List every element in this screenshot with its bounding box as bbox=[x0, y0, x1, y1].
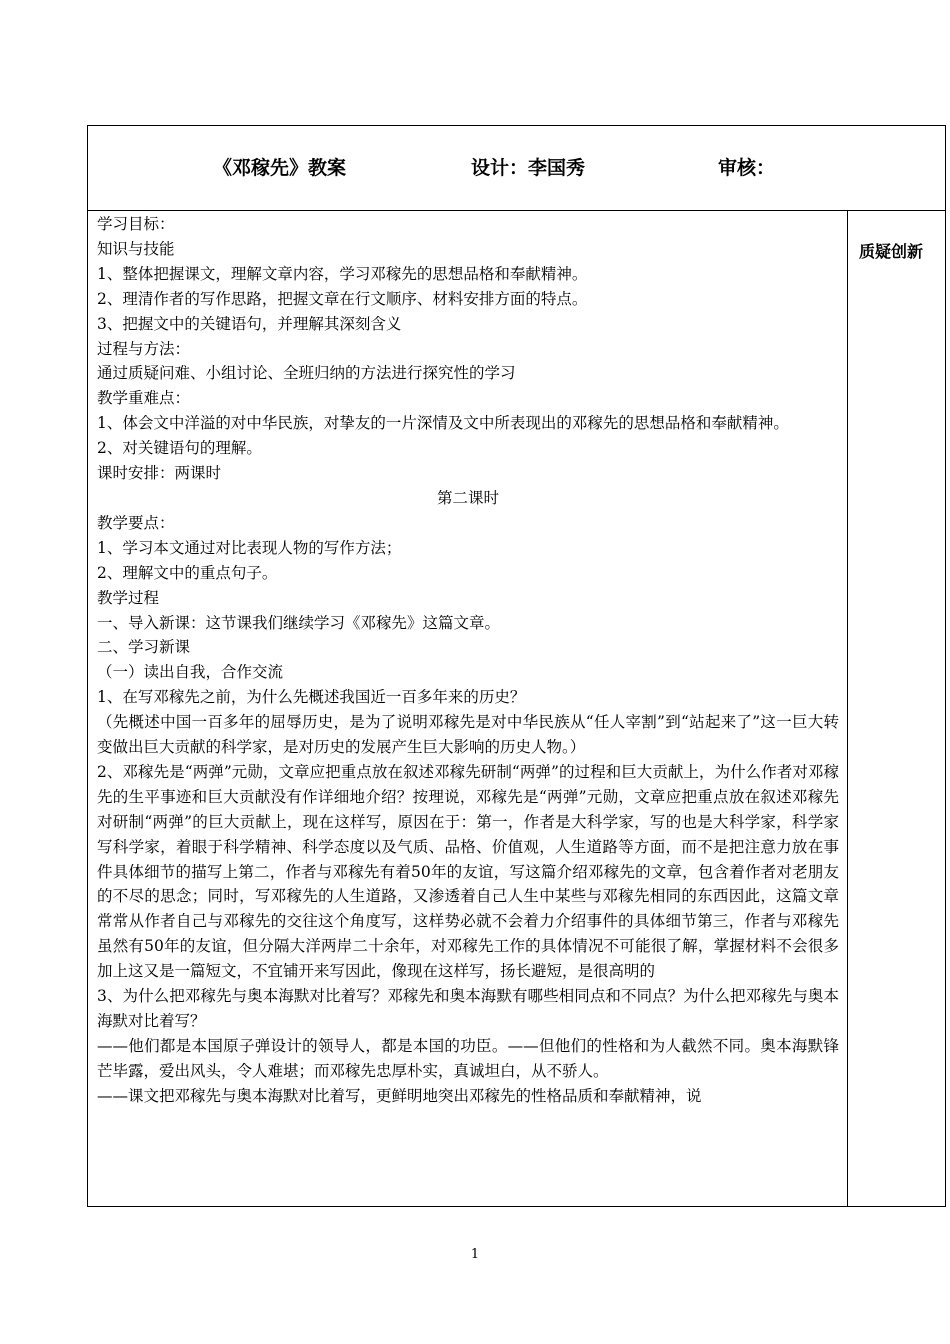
title-row bbox=[88, 126, 945, 211]
lesson-plan-table bbox=[87, 125, 946, 1207]
goal-item-3: 3、把握文中的关键语句，并理解其深刻含义 bbox=[97, 314, 402, 333]
heading-key-difficulties: 教学重难点： bbox=[97, 389, 191, 408]
sub-step-read: （一）读出自我，合作交流 bbox=[97, 663, 284, 682]
question-2-and-answer: 2、邓稼先是“两弹”元勋，文章应把重点放在叙述邓稼先研制“两弹”的过程和巨大贡献上，为什么作者对邓稼先的生平事迹和巨大贡献没有作详细地介绍？按理说，邓稼先是“两弹”元勋，文章应把重点放在叙述邓稼先对研制“两弹”的巨大贡献上，现在这样写，原因在于：第一，作者是大科学家，写的也是大科学家，科学家写科学家，着眼于科学精神、科学态度以及气质、品格、价值观，人生道路等方面，而不是把注意力放在事件具体细节的描写上第二，作者与邓稼先有着50年的友谊，写这篇介绍邓稼先的文章，包含着作者对老朋友的不尽的思念；同时，写邓稼先的人生道路，又渗透着自己人生中某些与邓稼先相同的东西因此，这篇文章常常从作者自己与邓稼先的交往这个角度写，这样势必就不会着力介绍事件的具体细节第三，作者与邓稼先虽然有50年的友谊，但分隔大洋两岸二十余年，对邓稼先工作的具体情况不可能很了解，掌握材料不会很多加上这又是一篇短文，不宜铺开来写因此，像现在这样写，扬长避短，是很高明的 bbox=[97, 762, 839, 981]
teaching-point-2: 2、理解文中的重点句子。 bbox=[97, 563, 278, 582]
document-title: 《邓稼先》教案 bbox=[213, 157, 347, 179]
goal-item-2: 2、理清作者的写作思路，把握文章在行文顺序、材料安排方面的特点。 bbox=[97, 289, 588, 308]
answer-3-part-2: ——课文把邓稼先与奥本海默对比着写，更鲜明地突出邓稼先的性格品质和奉献精神，说 bbox=[97, 1086, 702, 1105]
lesson-content bbox=[97, 212, 839, 1109]
step-new-lesson: 二、学习新课 bbox=[97, 638, 191, 657]
section-title-second-lesson: 第二课时 bbox=[436, 488, 499, 507]
answer-3-part-1: ——他们都是本国原子弹设计的领导人，都是本国的功臣。——但他们的性格和为人截然不同。奥本海默锋芒毕露，爱出风头，令人难堪；而邓稼先忠厚朴实，真诚坦白，从不骄人。 bbox=[97, 1036, 839, 1080]
subheading-knowledge-skills: 知识与技能 bbox=[97, 239, 175, 258]
reviewer-label: 审核： bbox=[718, 157, 776, 179]
heading-learning-goals: 学习目标： bbox=[97, 215, 175, 233]
schedule-text: 课时安排：两课时 bbox=[97, 464, 222, 483]
difficulty-item-1: 1、体会文中洋溢的对中华民族，对挚友的一片深情及文中所表现出的邓稼先的思想品格和奉献精神。 bbox=[97, 414, 789, 433]
difficulty-item-2: 2、对关键语句的理解。 bbox=[97, 439, 262, 458]
designer-label: 设计：李国秀 bbox=[471, 157, 586, 179]
goal-item-1: 1、整体把握课文，理解文章内容，学习邓稼先的思想品格和奉献精神。 bbox=[97, 264, 588, 283]
answer-1: （先概述中国一百多年的屈辱历史，是为了说明邓稼先是对中华民族从“任人宰割”到“站起来了”这一巨大转变做出巨大贡献的科学家，是对历史的发展产生巨大影响的历史人物。） bbox=[97, 713, 839, 757]
question-1: 1、在写邓稼先之前，为什么先概述我国近一百多年来的历史？ bbox=[97, 688, 526, 707]
page-number: 1 bbox=[470, 1247, 480, 1262]
side-column-label: 质疑创新 bbox=[859, 242, 924, 261]
heading-teaching-points: 教学要点： bbox=[97, 513, 175, 532]
main-content-cell bbox=[88, 211, 848, 1206]
side-column-cell bbox=[848, 211, 945, 1206]
subheading-process-methods: 过程与方法： bbox=[97, 339, 191, 358]
step-introduction: 一、导入新课：这节课我们继续学习《邓稼先》这篇文章。 bbox=[97, 613, 501, 632]
process-method-text: 通过质疑问难、小组讨论、全班归纳的方法进行探究性的学习 bbox=[97, 364, 516, 383]
teaching-point-1: 1、学习本文通过对比表现人物的写作方法； bbox=[97, 538, 402, 557]
heading-teaching-process: 教学过程 bbox=[97, 588, 160, 607]
question-3: 3、为什么把邓稼先与奥本海默对比着写？邓稼先和奥本海默有哪些相同点和不同点？为什么把邓稼先与奥本海默对比着写？ bbox=[97, 987, 839, 1030]
